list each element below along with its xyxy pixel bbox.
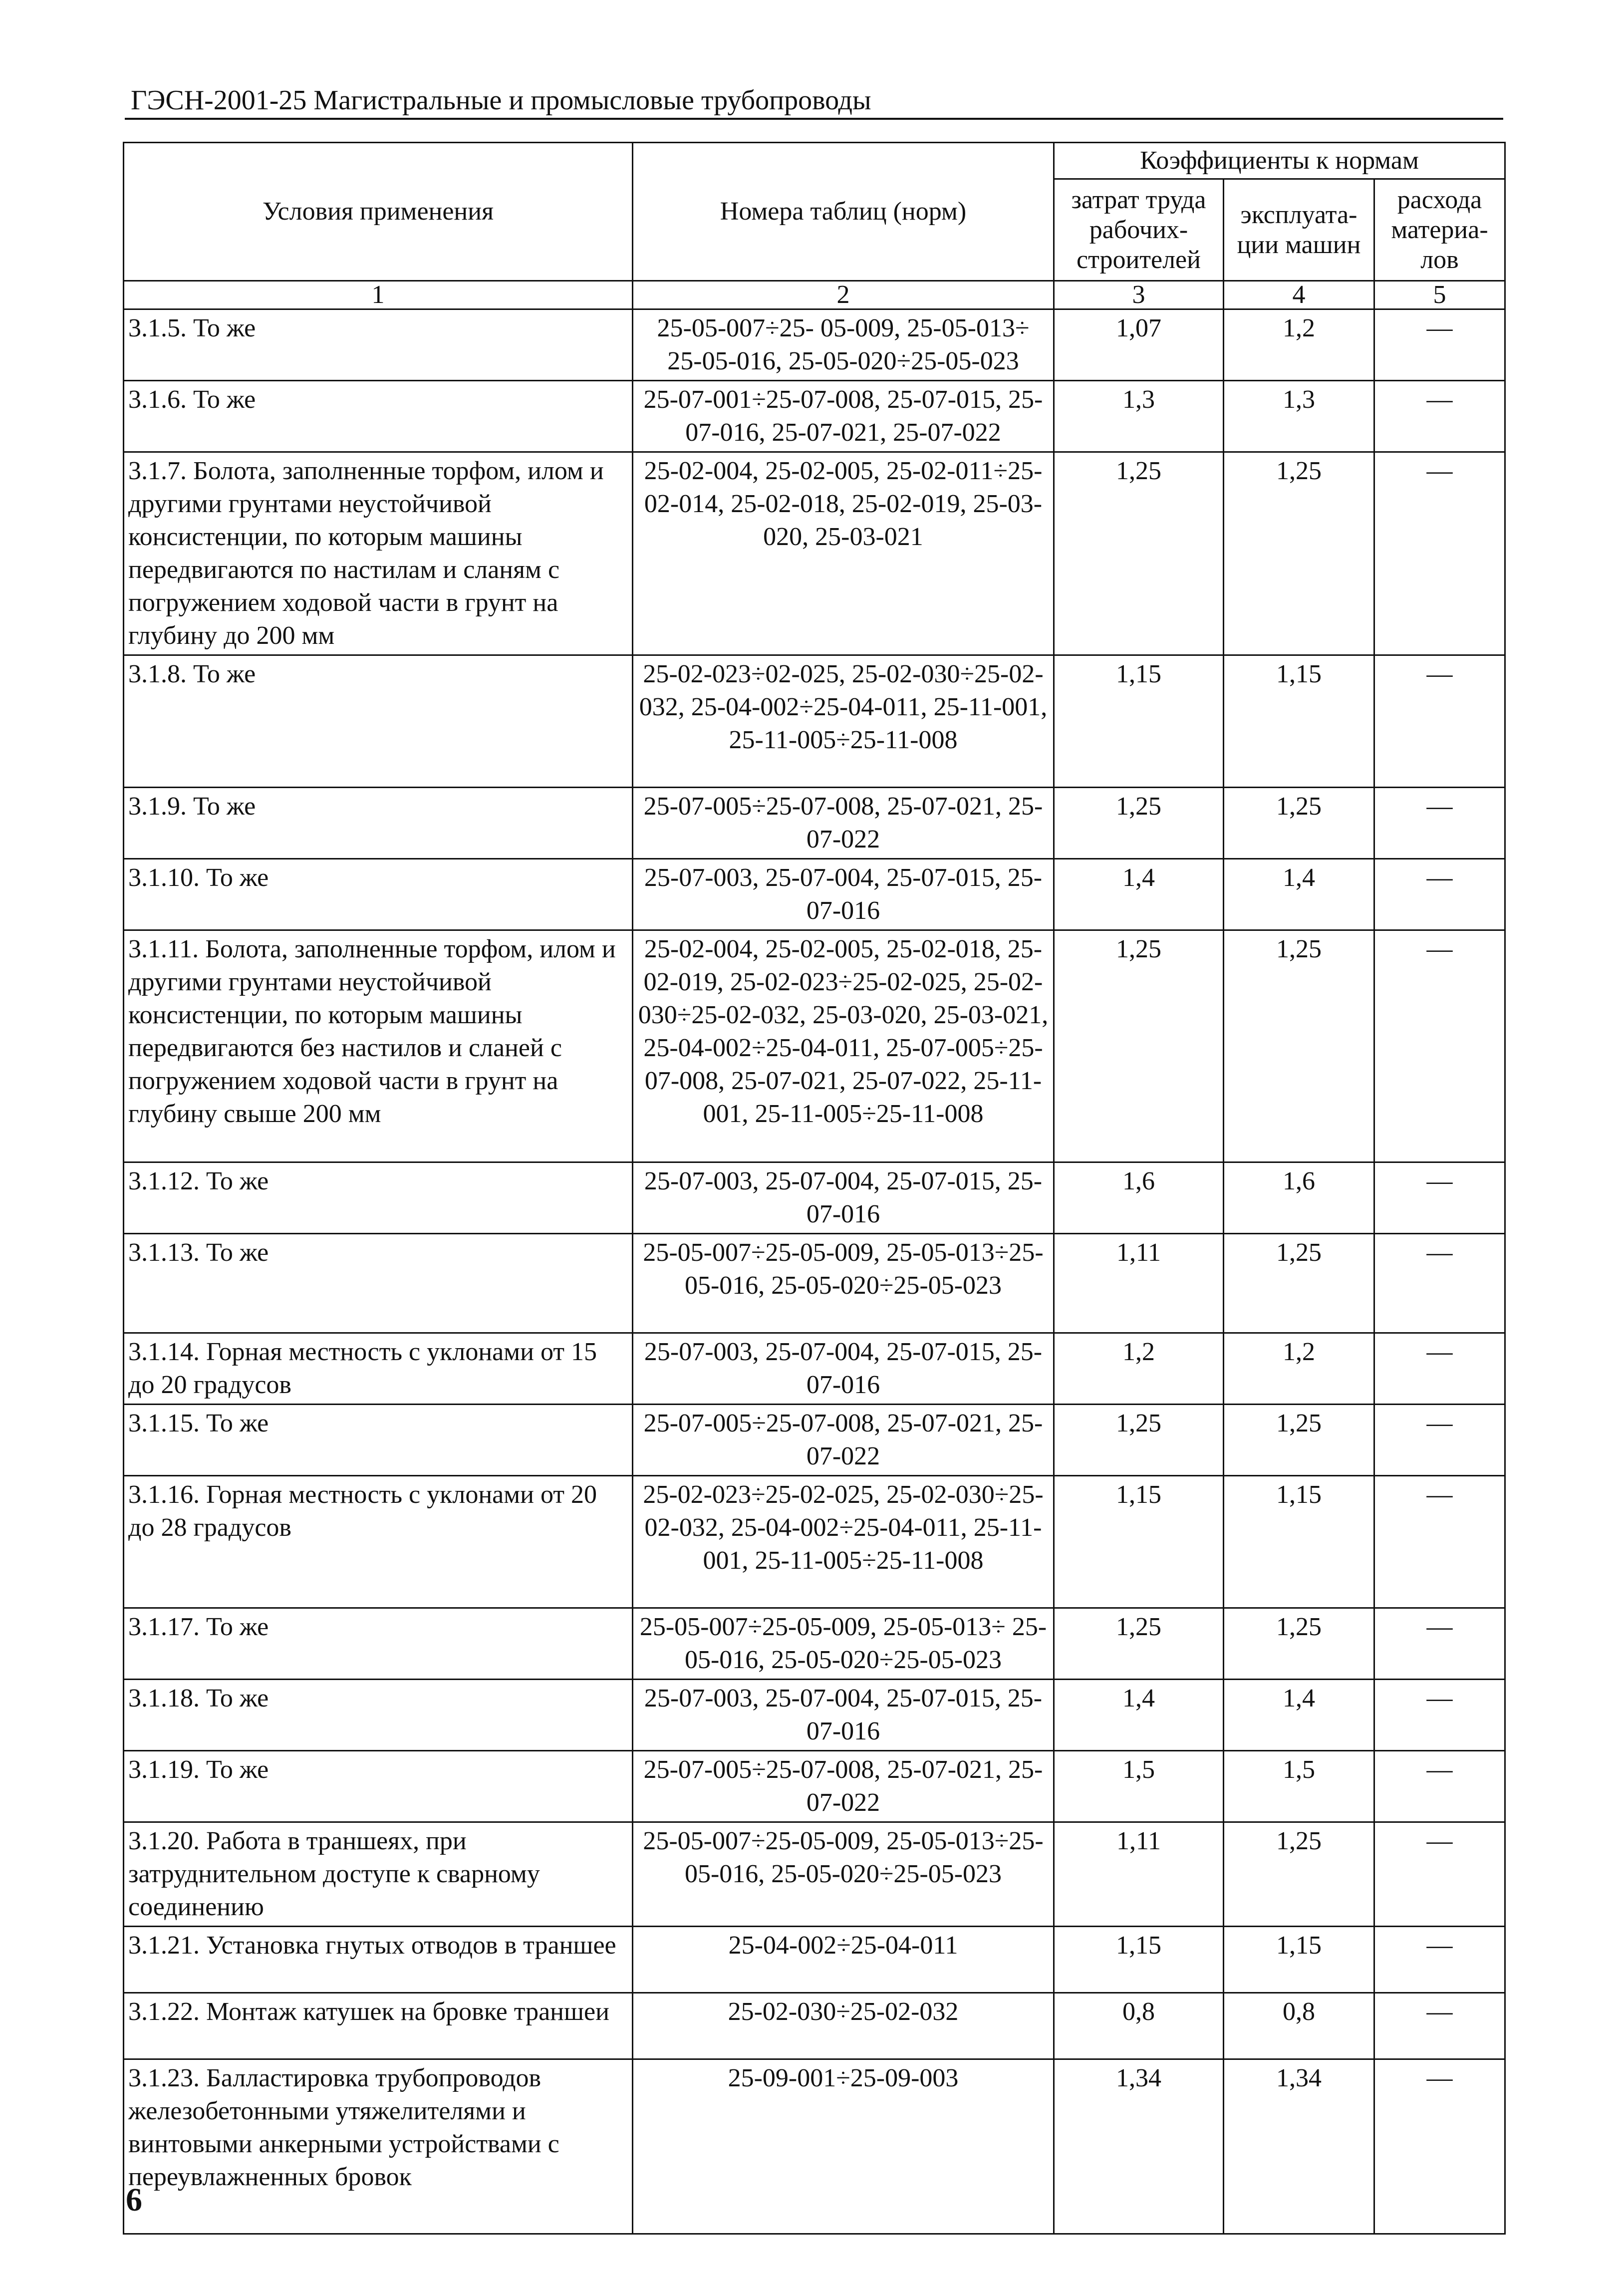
machines-coefficient-cell: 0,8: [1224, 1993, 1374, 2059]
machines-coefficient-cell: 1,2: [1224, 309, 1374, 381]
labor-coefficient-cell: 1,4: [1054, 859, 1224, 930]
machines-coefficient-cell: 1,25: [1224, 788, 1374, 859]
labor-coefficient-cell: 1,25: [1054, 1608, 1224, 1680]
machines-coefficient-cell: 1,4: [1224, 859, 1374, 930]
table-row: [124, 1476, 1505, 1608]
header-rule: [125, 118, 1503, 120]
table-numbers-cell: 25-02-023÷25-02-025, 25-02-030÷25-02-032, 25-04-002÷25-04-011, 25-11-001, 25-11-005÷25-11-008: [633, 1476, 1054, 1608]
labor-coefficient-cell: 1,11: [1054, 1822, 1224, 1927]
header-row-top: [124, 143, 1505, 179]
materials-coefficient-cell: —: [1374, 1333, 1505, 1405]
labor-coefficient-cell: 1,11: [1054, 1234, 1224, 1333]
condition-cell: 3.1.20. Работа в траншеях, при затруднительном доступе к сварному соединению: [124, 1822, 633, 1927]
machines-coefficient-cell: 1,15: [1224, 1927, 1374, 1993]
condition-cell: 3.1.11. Болота, заполненные торфом, илом и другими грунтами неустойчивой консистенции, по которым машины передвигаются без настилов и сланей с погружением ходовой части в грунт на глубину свыше 200 мм: [124, 930, 633, 1162]
condition-cell: 3.1.18. То же: [124, 1680, 633, 1751]
labor-coefficient-cell: 1,25: [1054, 452, 1224, 655]
table-head: [124, 143, 1505, 309]
table-row: [124, 1608, 1505, 1680]
machines-coefficient-cell: 1,34: [1224, 2059, 1374, 2234]
page-number: 6: [126, 2182, 142, 2218]
table-row: [124, 1162, 1505, 1234]
materials-coefficient-cell: —: [1374, 859, 1505, 930]
labor-coefficient-cell: 1,25: [1054, 1405, 1224, 1476]
labor-coefficient-cell: 1,15: [1054, 1476, 1224, 1608]
table-numbers-cell: 25-05-007÷25- 05-009, 25-05-013÷ 25-05-016, 25-05-020÷25-05-023: [633, 309, 1054, 381]
materials-coefficient-cell: —: [1374, 1751, 1505, 1822]
machines-coefficient-cell: 1,25: [1224, 930, 1374, 1162]
labor-coefficient-cell: 1,4: [1054, 1680, 1224, 1751]
condition-cell: 3.1.12. То же: [124, 1162, 633, 1234]
condition-cell: 3.1.23. Балластировка трубопроводов железобетонными утяжелителями и винтовыми анкерными устройствами с переувлажненных бровок: [124, 2059, 633, 2234]
materials-coefficient-cell: —: [1374, 655, 1505, 788]
column-number: 5: [1374, 281, 1505, 309]
condition-cell: 3.1.7. Болота, заполненные торфом, илом и другими грунтами неустойчивой консистенции, по которым машины передвигаются по настилам и сланям с погружением ходовой части в грунт на глубину до 200 мм: [124, 452, 633, 655]
machines-coefficient-cell: 1,6: [1224, 1162, 1374, 1234]
labor-coefficient-cell: 1,25: [1054, 930, 1224, 1162]
machines-coefficient-cell: 1,5: [1224, 1751, 1374, 1822]
materials-coefficient-cell: —: [1374, 1405, 1505, 1476]
materials-coefficient-cell: —: [1374, 1234, 1505, 1333]
table-numbers-cell: 25-04-002÷25-04-011: [633, 1927, 1054, 1993]
condition-cell: 3.1.10. То же: [124, 859, 633, 930]
column-number: 4: [1224, 281, 1374, 309]
condition-cell: 3.1.16. Горная местность с уклонами от 20 до 28 градусов: [124, 1476, 633, 1608]
table-row: [124, 859, 1505, 930]
materials-coefficient-cell: —: [1374, 1927, 1505, 1993]
labor-coefficient-cell: 1,07: [1054, 309, 1224, 381]
machines-coefficient-cell: 1,4: [1224, 1680, 1374, 1751]
labor-coefficient-cell: 1,25: [1054, 788, 1224, 859]
page-header-title: ГЭСН-2001-25 Магистральные и промысловые трубопроводы: [131, 85, 871, 116]
table-numbers-cell: 25-02-030÷25-02-032: [633, 1993, 1054, 2059]
materials-coefficient-cell: —: [1374, 452, 1505, 655]
machines-coefficient-cell: 1,2: [1224, 1333, 1374, 1405]
labor-coefficient-cell: 1,15: [1054, 1927, 1224, 1993]
table-numbers-cell: 25-05-007÷25-05-009, 25-05-013÷ 25-05-016, 25-05-020÷25-05-023: [633, 1608, 1054, 1680]
table-row: [124, 2059, 1505, 2234]
table-row: [124, 655, 1505, 788]
condition-cell: 3.1.6. То же: [124, 381, 633, 452]
condition-cell: 3.1.13. То же: [124, 1234, 633, 1333]
materials-coefficient-cell: —: [1374, 1162, 1505, 1234]
table-numbers-cell: 25-09-001÷25-09-003: [633, 2059, 1054, 2234]
table-body: [124, 309, 1505, 2234]
table-numbers-cell: 25-02-004, 25-02-005, 25-02-011÷25-02-014, 25-02-018, 25-02-019, 25-03-020, 25-03-021: [633, 452, 1054, 655]
condition-cell: 3.1.22. Монтаж катушек на бровке траншеи: [124, 1993, 633, 2059]
header-coefficients: Коэффициенты к нормам: [1054, 143, 1505, 179]
materials-coefficient-cell: —: [1374, 930, 1505, 1162]
table-row: [124, 1333, 1505, 1405]
machines-coefficient-cell: 1,25: [1224, 1405, 1374, 1476]
materials-coefficient-cell: —: [1374, 1608, 1505, 1680]
table-row: [124, 1822, 1505, 1927]
condition-cell: 3.1.15. То же: [124, 1405, 633, 1476]
column-number: 3: [1054, 281, 1224, 309]
condition-cell: 3.1.21. Установка гнутых отводов в траншее: [124, 1927, 633, 1993]
machines-coefficient-cell: 1,25: [1224, 1234, 1374, 1333]
materials-coefficient-cell: —: [1374, 1993, 1505, 2059]
column-number: 1: [124, 281, 633, 309]
labor-coefficient-cell: 1,34: [1054, 2059, 1224, 2234]
materials-coefficient-cell: —: [1374, 309, 1505, 381]
table-row: [124, 1751, 1505, 1822]
table-numbers-cell: 25-07-003, 25-07-004, 25-07-015, 25-07-016: [633, 1333, 1054, 1405]
machines-coefficient-cell: 1,25: [1224, 452, 1374, 655]
labor-coefficient-cell: 1,3: [1054, 381, 1224, 452]
condition-cell: 3.1.9. То же: [124, 788, 633, 859]
table-numbers-cell: 25-07-001÷25-07-008, 25-07-015, 25-07-016, 25-07-021, 25-07-022: [633, 381, 1054, 452]
machines-coefficient-cell: 1,3: [1224, 381, 1374, 452]
condition-cell: 3.1.5. То же: [124, 309, 633, 381]
table-row: [124, 452, 1505, 655]
table-row: [124, 1680, 1505, 1751]
machines-coefficient-cell: 1,25: [1224, 1822, 1374, 1927]
labor-coefficient-cell: 1,15: [1054, 655, 1224, 788]
table-row: [124, 1405, 1505, 1476]
table-numbers-cell: 25-02-023÷02-025, 25-02-030÷25-02-032, 25-04-002÷25-04-011, 25-11-001, 25-11-005÷25-11-008: [633, 655, 1054, 788]
table-numbers-cell: 25-07-003, 25-07-004, 25-07-015, 25-07-016: [633, 859, 1054, 930]
column-numbers-row: [124, 281, 1505, 309]
table-row: [124, 788, 1505, 859]
table-numbers-cell: 25-07-003, 25-07-004, 25-07-015, 25-07-016: [633, 1680, 1054, 1751]
column-number: 2: [633, 281, 1054, 309]
norms-coefficients-table: [123, 142, 1506, 2235]
labor-coefficient-cell: 1,6: [1054, 1162, 1224, 1234]
header-conditions: Условия применения: [124, 143, 633, 281]
table-numbers-cell: 25-05-007÷25-05-009, 25-05-013÷25-05-016, 25-05-020÷25-05-023: [633, 1822, 1054, 1927]
labor-coefficient-cell: 1,5: [1054, 1751, 1224, 1822]
machines-coefficient-cell: 1,25: [1224, 1608, 1374, 1680]
condition-cell: 3.1.17. То же: [124, 1608, 633, 1680]
table-row: [124, 1234, 1505, 1333]
table-numbers-cell: 25-07-005÷25-07-008, 25-07-021, 25-07-022: [633, 788, 1054, 859]
materials-coefficient-cell: —: [1374, 1822, 1505, 1927]
header-materials: расхода материа-лов: [1374, 179, 1505, 281]
materials-coefficient-cell: —: [1374, 788, 1505, 859]
table-numbers-cell: 25-05-007÷25-05-009, 25-05-013÷25-05-016, 25-05-020÷25-05-023: [633, 1234, 1054, 1333]
header-machines: эксплуата-ции машин: [1224, 179, 1374, 281]
table-row: [124, 1993, 1505, 2059]
machines-coefficient-cell: 1,15: [1224, 655, 1374, 788]
materials-coefficient-cell: —: [1374, 1680, 1505, 1751]
machines-coefficient-cell: 1,15: [1224, 1476, 1374, 1608]
table-numbers-cell: 25-07-005÷25-07-008, 25-07-021, 25-07-022: [633, 1405, 1054, 1476]
materials-coefficient-cell: —: [1374, 2059, 1505, 2234]
table-numbers-cell: 25-07-003, 25-07-004, 25-07-015, 25-07-016: [633, 1162, 1054, 1234]
table-numbers-cell: 25-02-004, 25-02-005, 25-02-018, 25-02-019, 25-02-023÷25-02-025, 25-02-030÷25-02-032, 25-03-020, 25-03-021, 25-04-002÷25-04-011, 25-07-005÷25-07-008, 25-07-021, 25-07-022, 25-11-001, 25-11-005÷25-11-008: [633, 930, 1054, 1162]
materials-coefficient-cell: —: [1374, 1476, 1505, 1608]
table-row: [124, 381, 1505, 452]
table-row: [124, 930, 1505, 1162]
table-row: [124, 1927, 1505, 1993]
materials-coefficient-cell: —: [1374, 381, 1505, 452]
condition-cell: 3.1.8. То же: [124, 655, 633, 788]
header-labor: затрат труда рабочих-строителей: [1054, 179, 1224, 281]
condition-cell: 3.1.14. Горная местность с уклонами от 15 до 20 градусов: [124, 1333, 633, 1405]
labor-coefficient-cell: 1,2: [1054, 1333, 1224, 1405]
table-row: [124, 309, 1505, 381]
table-numbers-cell: 25-07-005÷25-07-008, 25-07-021, 25-07-022: [633, 1751, 1054, 1822]
labor-coefficient-cell: 0,8: [1054, 1993, 1224, 2059]
condition-cell: 3.1.19. То же: [124, 1751, 633, 1822]
header-tables: Номера таблиц (норм): [633, 143, 1054, 281]
